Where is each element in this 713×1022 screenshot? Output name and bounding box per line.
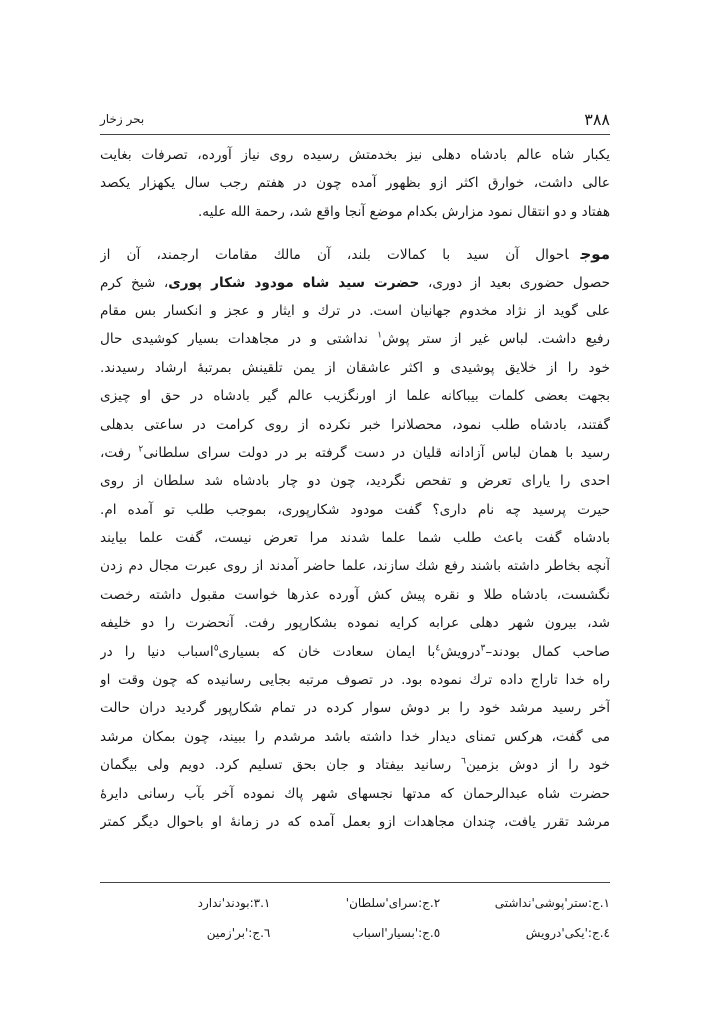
text-line: رفیع داشت. لباس غیر از ستر پوش$^١$ نداشتی و در مجاهدات بسیار کوشیدی حال — [100, 330, 610, 348]
text-line: حصول حضوری بعید از دوری، حضرت سید شاه مودود شکار پوری، شیخ کرم — [100, 274, 610, 291]
footnote-ref: ٤ — [435, 643, 441, 654]
footnote-row — [100, 918, 610, 948]
text-line: مرشد تقرر یافت، چندان مجاهدات ازو بعمل آمده که در زمانۀ او باحوال دیگر کمتر — [100, 813, 610, 830]
text-line: آنچه بخاطر داشته باشند رفع شك سازند، علما حاضر آمدند از روی عبرت مجال دم زدن — [100, 558, 610, 575]
text-line: صاحب کمال بودند–$^٣$درویش$^٤$با ایمان سعادت خان که بسیاری$^٥$اسباب دنیا را در — [100, 643, 610, 660]
footnote-ref: ٦ — [461, 756, 466, 767]
footnote-row — [100, 888, 610, 918]
text-line: خود را از خلایق پوشیدی و اکثر عاشقان از یمن تلقینش بمرتبۀ ارشاد رسیدند. — [100, 359, 610, 376]
text-line: شد، بیرون شهر دهلی عرابه کرایه نموده بشکارپور رفت. آنحضرت را دو خلیفه — [100, 615, 610, 632]
text-line: گفتند، بادشاه طلب نمود، محصلانرا خبر نکرده از روی کرامت در ساعتی بدهلی — [100, 416, 610, 433]
text-line: هفتاد و دو انتقال نمود مزارش بکدام موضع آنجا واقع شد، رحمة الله علیه. — [197, 203, 610, 220]
text-line: نگشست، بادشاه طلا و نقره پیش کش آورده عذرها خواست مقبول داشته رخصت — [100, 586, 610, 603]
subject-name: حضرت سید شاه مودود شکار پوری — [168, 274, 420, 291]
running-title: بحر زخار — [100, 112, 145, 126]
text-line: آخر رسید مرشد خود را بر دوش سوار کرده در تمام شکارپور گردید دران حالت — [100, 700, 610, 717]
text-line: علی گوید از نژاد مخدوم جهانیان است. در ترك و ایثار و عجز و انکسار بس مقام — [100, 302, 610, 319]
text-line: یکبار شاه عالم بادشاه دهلی نیز بخدمتش رسیده روی نیاز آورده، تصرفات بغایت — [100, 147, 610, 163]
footnote-ref: ٥ — [213, 643, 219, 654]
section-heading: موج — [580, 245, 610, 264]
text-line: حیرت پرسید چه نام داری؟ گفت مودود شکارپوری، بموجب طلب تو آمده ام. — [100, 501, 610, 518]
footnote: ٣.١:بودند'ندارد — [197, 896, 271, 910]
text-line: رسید با همان لباس آزادانه قلیان در دست گرفته بر در دولت سرای سلطانی$^٢$ رفت، — [100, 444, 610, 461]
header-rule — [100, 134, 610, 135]
page-number: ٣٨٨ — [584, 110, 610, 129]
text-line: می گفت، هرکس تمنای دیدار خدا داشته باشد مرشدم را ببیند، چون بمکان مرشد — [100, 728, 610, 745]
main-text — [100, 141, 610, 836]
text-line: احدی را یارای تعرض و تفحص نگردید، چون دو چار بادشاه شد سلطان از روی — [100, 473, 610, 490]
text-line: راه خدا تاراج داده ترك نموده بود. در تصوف مرتبه بجایی رسانیده که چون وقت او — [100, 672, 610, 689]
footnote: ٥.ج:'بسیار'اسباب — [352, 926, 441, 940]
text-line: بجهت بعضی کلمات بیباکانه علما از اورنگزیب عالم گیر بادشاه در حق او چیزی — [100, 388, 610, 405]
footnote-ref: ١ — [377, 330, 383, 341]
text-line: حضرت شاه عبدالرحمان که مدتها نجسهای شهر پاك نموده آخر بآب رسانی دایرۀ — [100, 785, 610, 802]
page-header — [100, 110, 610, 134]
footnote-ref: ٢ — [138, 444, 144, 455]
footnote-ref: ٣ — [480, 643, 486, 654]
footnotes — [100, 888, 610, 948]
text-line: بادشاه گفت باعث طلب شما علما شدند مرا تعرض نیست، گفت علما بیایند — [100, 530, 610, 547]
footnote-rule — [100, 882, 610, 883]
footnote: ٦.ج:'بر'زمین — [206, 926, 271, 940]
footnote: ٢.ج:سرای'سلطان' — [345, 896, 441, 910]
footnote: ٤.ج:'یکی'درویش — [525, 926, 610, 940]
text-line: عالی داشت، خوارق اکثر ازو بظهور آمده چون در هفتم رجب سال یکهزار یکصد — [100, 175, 610, 192]
text-line: خود را از دوش بزمین$^٦$ رسانید بیفتاد و جان بحق تسلیم کرد. دویم ولی بیگمان — [100, 756, 610, 774]
footnote: ١.ج:ستر'پوشی'نداشتی — [494, 896, 610, 910]
text-line: موجاحوال آن سید با کمالات بلند، آن مالك مقامات ارجمند، آن از — [100, 245, 610, 264]
